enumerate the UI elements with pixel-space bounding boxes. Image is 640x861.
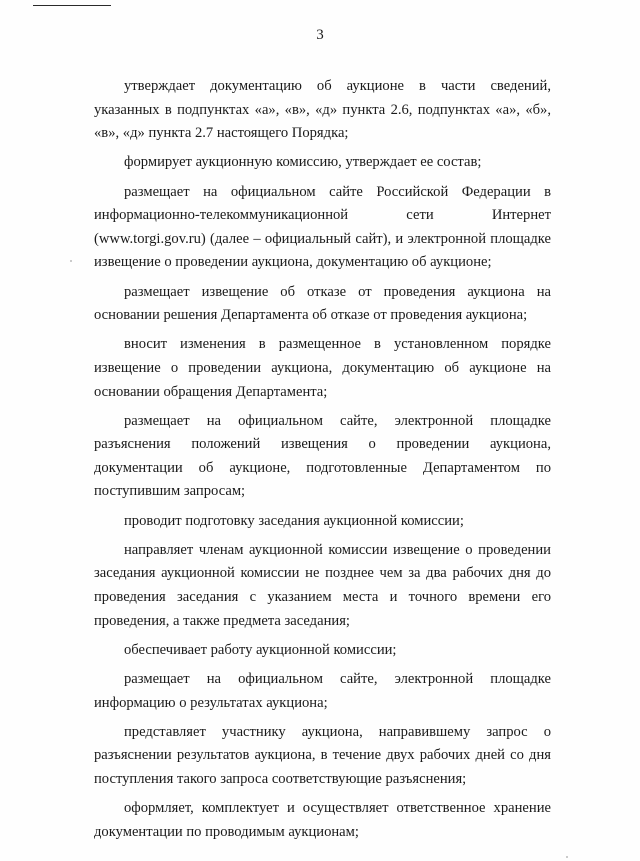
page-number: 3 (316, 27, 324, 43)
paragraph: представляет участнику аукциона, направившему запрос о разъяснении результатов аукциона, в течение двух рабочих дней со дня поступления такого запроса соответствующие разъяснения; (94, 723, 551, 787)
top-rule (33, 5, 111, 6)
document-body (94, 75, 551, 850)
paragraph: размещает на официальном сайте, электронной площадке информацию о результатах аукциона; (94, 671, 551, 711)
paragraph: направляет членам аукционной комиссии извещение о проведении заседания аукционной комиссии не позднее чем за два рабочих дня до проведения заседания с указанием места и точного времени его проведения, а также предмета заседания; (94, 541, 551, 629)
paragraph: оформляет, комплектует и осуществляет ответственное хранение документации по проводимым аукционам; (94, 800, 551, 840)
paragraph: формирует аукционную комиссию, утверждает ее состав; (124, 154, 482, 171)
paragraph: размещает на официальном сайте, электронной площадке разъяснения положений извещения о проведении аукциона, документации об аукционе, подготовленные Департаментом по поступившим запросам; (94, 412, 551, 500)
paragraph: проводит подготовку заседания аукционной комиссии; (124, 512, 464, 529)
paragraph: размещает на официальном сайте Российской Федерации в информационно-телекоммуникационной сети Интернет (www.torgi.gov.ru) (далее – официальный сайт), и электронной площадке извещение о проведении аукциона, документацию об аукционе; (94, 183, 551, 271)
scan-speck (566, 856, 568, 858)
paragraph: вносит изменения в размещенное в установленном порядке извещение о проведении аукциона, документацию об аукционе на основании обращения Департамента; (94, 336, 551, 400)
paragraph: утверждает документацию об аукционе в части сведений, указанных в подпунктах «а», «в», «д» пункта 2.6, подпунктах «а», «б», «в», «д» пункта 2.7 настоящего Порядка; (94, 78, 551, 142)
paragraph: обеспечивает работу аукционной комиссии; (124, 641, 397, 658)
paragraph: размещает извещение об отказе от проведения аукциона на основании решения Департамента об отказе от проведения аукциона; (94, 283, 551, 324)
scan-speck (70, 260, 72, 262)
